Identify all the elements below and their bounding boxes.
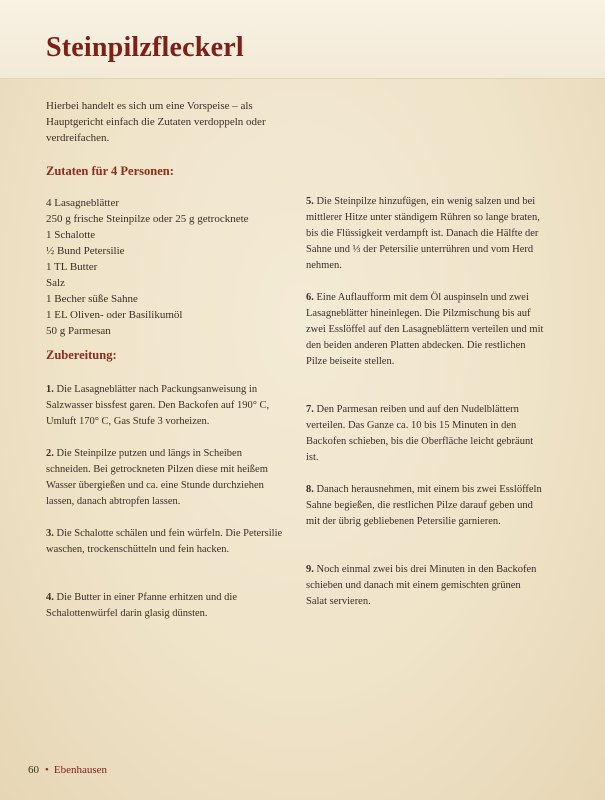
step-text: Die Steinpilze hinzufügen, ein wenig salzen und bei mittlerer Hitze unter ständigem Rühren so lange braten, bis die Flüssigkeit verdampft ist. Danach die Hälfte der Sahne und ⅓ der Petersilie unterrühren und vom Herd nehmen. [306, 196, 540, 271]
step-number: 5. [306, 196, 314, 207]
step-text: Die Schalotte schälen und fein würfeln. Die Petersilie waschen, trockenschütteln und fein hacken. [46, 528, 283, 555]
ingredient-item: 1 Schalotte [46, 229, 96, 241]
ingredient-item: 1 TL Butter [46, 261, 98, 273]
ingredient-item: ½ Bund Petersilie [46, 245, 125, 257]
step-number: 9. [306, 564, 314, 575]
step-text: Noch einmal zwei bis drei Minuten in den Backofen schieben und danach mit einem gemischten grünen Salat servieren. [306, 564, 537, 607]
step-8 [306, 482, 544, 530]
preparation-heading: Zubereitung: [46, 348, 117, 362]
step-4 [46, 590, 284, 622]
ingredients-heading: Zutaten für 4 Personen: [46, 164, 174, 178]
step-text: Eine Auflaufform mit dem Öl auspinseln und zwei Lasagneblätter hineinlegen. Die Pilzmischung bis auf zwei Esslöffel auf den Lasagneblättern verteilen und mit den beiden anderen Platten abdecken. Die restlichen Pilze beiseite stellen. [306, 292, 544, 367]
step-number: 2. [46, 448, 54, 459]
footer-place: Ebenhausen [53, 764, 108, 776]
step-text: Die Butter in einer Pfanne erhitzen und die Schalottenwürfel darin glasig dünsten. [46, 592, 237, 619]
step-number: 3. [46, 528, 54, 539]
ingredient-item: 4 Lasagneblätter [46, 197, 119, 209]
intro-text: Hierbei handelt es sich um eine Vorspeise – als Hauptgericht einfach die Zutaten verdoppeln oder verdreifachen. [46, 100, 266, 144]
step-2 [46, 446, 284, 510]
step-text: Die Steinpilze putzen und längs in Scheiben schneiden. Bei getrockneten Pilzen diese mit heißem Wasser übergießen und ca. eine Stunde durchziehen lassen, danach abtropfen lassen. [46, 448, 268, 507]
ingredient-item: 50 g Parmesan [46, 325, 111, 337]
step-text: Den Parmesan reiben und auf den Nudelblättern verteilen. Das Ganze ca. 10 bis 15 Minuten in den Backofen schieben, bis die Oberfläche leicht gebräunt ist. [306, 404, 534, 463]
step-6 [306, 290, 544, 370]
ingredient-item: 1 Becher süße Sahne [46, 293, 138, 305]
ingredient-item: Salz [46, 277, 65, 289]
step-3 [46, 526, 284, 558]
step-number: 7. [306, 404, 314, 415]
ingredient-item: 250 g frische Steinpilze oder 25 g getrocknete [46, 213, 249, 225]
page-footer [28, 764, 107, 776]
ingredient-item: 1 EL Oliven- oder Basilikumöl [46, 309, 183, 321]
step-7 [306, 402, 544, 466]
footer-separator: • [45, 764, 49, 776]
page-title: Steinpilzfleckerl [46, 32, 244, 63]
step-text: Danach herausnehmen, mit einem bis zwei Esslöffeln Sahne begießen, die restlichen Pilze darauf geben und mit der übrig gebliebenen Petersilie garnieren. [306, 484, 542, 527]
step-number: 6. [306, 292, 314, 303]
ingredients-list [46, 195, 291, 339]
step-text: Die Lasagneblätter nach Packungsanweisung in Salzwasser bissfest garen. Den Backofen auf 190° C, Umluft 170° C, Gas Stufe 3 vorheizen. [46, 384, 270, 427]
step-number: 1. [46, 384, 54, 395]
step-number: 4. [46, 592, 54, 603]
step-number: 8. [306, 484, 314, 495]
step-9 [306, 562, 544, 610]
step-5 [306, 194, 544, 274]
page-number: 60 [28, 764, 39, 776]
step-1 [46, 382, 284, 430]
